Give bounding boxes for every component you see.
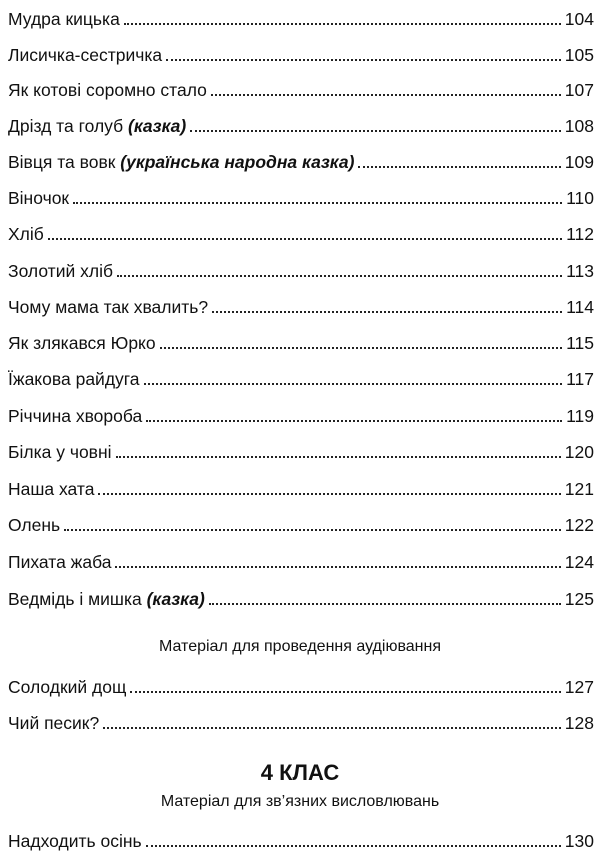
dot-leader — [73, 202, 562, 204]
entry-page: 107 — [564, 80, 594, 100]
toc-entry — [8, 256, 594, 282]
toc-entry — [8, 584, 594, 610]
toc-entry — [8, 111, 594, 137]
dot-leader — [48, 238, 562, 240]
dot-leader — [146, 420, 562, 422]
entry-title: Наша хата — [8, 479, 95, 499]
toc-entry — [8, 510, 594, 536]
dot-leader — [117, 275, 562, 277]
dot-leader — [98, 493, 560, 495]
entry-page: 112 — [566, 224, 594, 244]
dot-leader — [124, 23, 561, 25]
toc-entry — [8, 40, 594, 66]
entry-page: 104 — [564, 9, 594, 29]
entry-title: Як злякався Юрко — [8, 333, 156, 353]
entry-page: 125 — [564, 589, 594, 609]
toc-entry — [8, 75, 594, 101]
toc-entry — [8, 437, 594, 463]
entry-page: 120 — [564, 442, 594, 462]
dot-leader — [212, 311, 562, 313]
toc-entry — [8, 4, 594, 30]
dot-leader — [358, 166, 560, 168]
entry-title: Солодкий дощ — [8, 677, 127, 697]
dot-leader — [130, 691, 560, 693]
entry-page: 108 — [564, 116, 594, 136]
entry-page: 127 — [564, 677, 594, 697]
section-heading-speech: Матеріал для зв’язних висловлювань — [160, 793, 440, 810]
entry-page: 119 — [566, 406, 594, 426]
section-heading-audit: Матеріал для проведення аудіювання — [159, 638, 441, 655]
entry-title: Вівця та вовк (українська народна казка) — [8, 152, 355, 172]
entry-title: Віночок — [8, 188, 70, 208]
dot-leader — [103, 727, 561, 729]
entry-title: Дрізд та голуб (казка) — [8, 116, 187, 136]
entry-page: 122 — [564, 515, 594, 535]
toc-entry — [8, 474, 594, 500]
toc-entry — [8, 183, 594, 209]
entry-title: Річчина хвороба — [8, 406, 143, 426]
entry-title: Олень — [8, 515, 61, 535]
dot-leader — [209, 603, 561, 605]
entry-page: 128 — [564, 713, 594, 733]
entry-title: Як котові соромно стало — [8, 80, 207, 100]
toc-entry — [8, 292, 594, 318]
dot-leader — [146, 845, 561, 847]
entry-page: 113 — [566, 261, 594, 281]
entry-title: Пихата жаба — [8, 552, 112, 572]
toc-entry — [8, 547, 594, 573]
entry-title: Ведмідь і мишка (казка) — [8, 589, 205, 609]
entry-page: 121 — [564, 479, 594, 499]
dot-leader — [166, 59, 561, 61]
entry-title: Надходить осінь — [8, 831, 142, 851]
dot-leader — [64, 529, 561, 531]
dot-leader — [160, 347, 562, 349]
entry-page: 114 — [566, 297, 594, 317]
dot-leader — [211, 94, 561, 96]
toc-entry — [8, 219, 594, 245]
entry-page: 109 — [564, 152, 594, 172]
dot-leader — [144, 383, 563, 385]
entry-page: 130 — [564, 831, 594, 851]
entry-page: 115 — [566, 333, 594, 353]
entry-title: Чий песик? — [8, 713, 100, 733]
toc-entry — [8, 672, 594, 698]
toc-entry — [8, 147, 594, 173]
dot-leader — [115, 566, 560, 568]
toc-entry — [8, 328, 594, 354]
toc-entry — [8, 708, 594, 734]
entry-page: 117 — [566, 369, 594, 389]
dot-leader — [190, 130, 561, 132]
dot-leader — [116, 456, 561, 458]
toc-entry — [8, 826, 594, 852]
entry-page: 110 — [566, 188, 594, 208]
grade-heading: 4 КЛАС — [260, 760, 340, 785]
toc-entry — [8, 364, 594, 390]
entry-title: Білка у човні — [8, 442, 112, 462]
entry-title: Золотий хліб — [8, 261, 113, 281]
entry-title: Хліб — [8, 224, 44, 244]
entry-title: Їжакова райдуга — [8, 369, 140, 389]
entry-title: Лисичка-сестричка — [8, 45, 163, 65]
entry-title: Мудра кицька — [8, 9, 120, 29]
entry-title: Чому мама так хвалить? — [8, 297, 209, 317]
entry-page: 124 — [564, 552, 594, 572]
entry-page: 105 — [564, 45, 594, 65]
toc-entry — [8, 401, 594, 427]
